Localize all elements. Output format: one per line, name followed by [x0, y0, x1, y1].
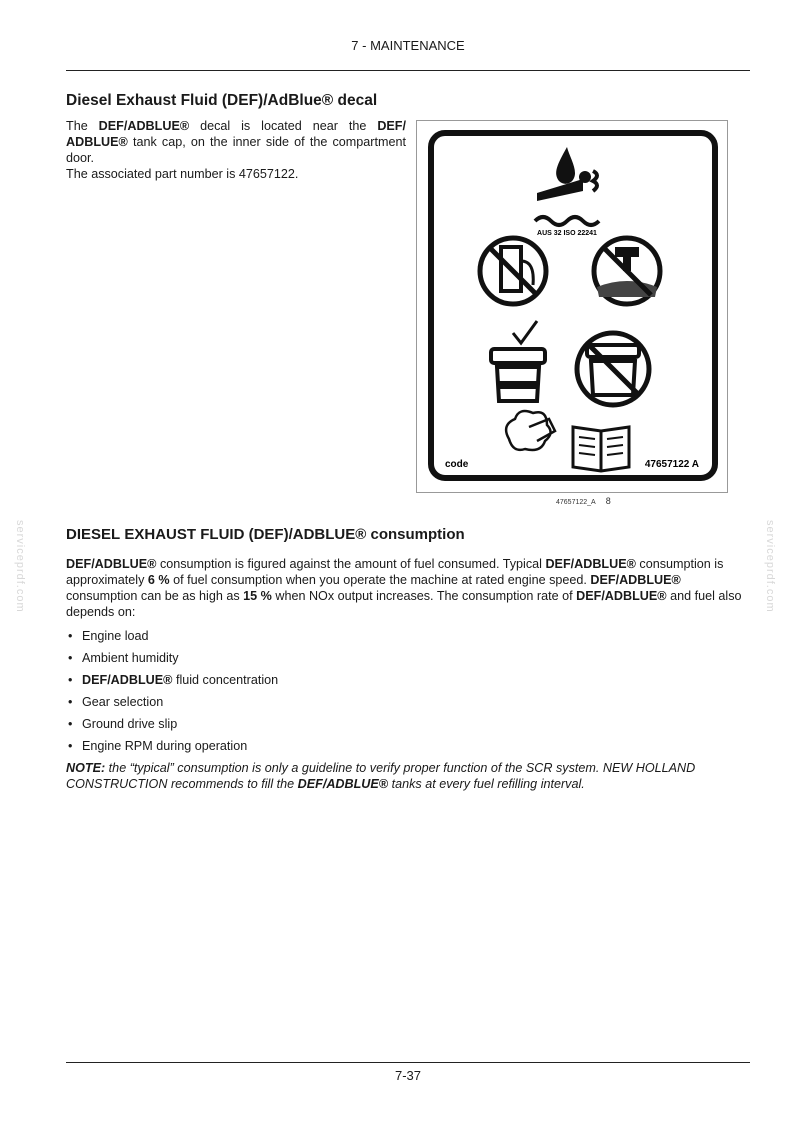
consumption-paragraph: DEF/ADBLUE® consumption is figured against the amount of fuel consumed. Typical DEF/ADBLUE® consumption is approximately 6 % of fuel consumption when you operate the machine at rated engine speed. DEF/ADBLUE® consumption can be as high as 15 % when NOx output increases. The consumption rate of DEF/ADBLUE® and fuel also depends on:: [66, 557, 742, 619]
consumption-factors-list: [66, 628, 752, 760]
no-water-tap-icon: [594, 238, 660, 304]
iso-standard-label: AUS 32 ISO 22241: [537, 230, 597, 237]
page-header-section: 7 - MAINTENANCE: [351, 38, 465, 53]
part-number-text: The associated part number is 47657122.: [66, 167, 299, 181]
decal-part-label: 47657122 A: [644, 459, 699, 470]
correct-cap-icon: [491, 349, 545, 401]
decal-code-label: code: [445, 459, 469, 470]
list-item: • Engine load: [68, 629, 149, 643]
decal-intro: [66, 118, 406, 182]
consumption-body: [66, 556, 752, 792]
list-item: • DEF/ADBLUE® fluid concentration: [68, 673, 279, 687]
decal-figure: [416, 120, 728, 493]
figure-caption: 47657122_A 8: [556, 496, 611, 506]
page-number: 7-37: [394, 1068, 422, 1083]
note-paragraph: NOTE: the “typical” consumption is only a guideline to verify proper function of the SCR system. NEW HOLLAND CONSTRUCTION recommends to fill the DEF/ADBLUE® tanks at every fuel refilling interval.: [66, 761, 696, 791]
decal-location-text: The DEF/ADBLUE® decal is located near the DEF/ ADBLUE® tank cap, on the inner side of the compartment door.: [66, 119, 406, 165]
footer-rule: [66, 1062, 750, 1063]
list-item: • Ambient humidity: [68, 651, 179, 665]
list-item: • Engine RPM during operation: [68, 739, 248, 753]
list-item: • Gear selection: [68, 695, 164, 709]
decal-section-title: Diesel Exhaust Fluid (DEF)/AdBlue® decal: [66, 92, 378, 109]
header-rule: [66, 70, 750, 71]
watermark-right: serviceprdf.com: [764, 520, 776, 613]
consumption-section-title: DIESEL EXHAUST FLUID (DEF)/ADBLUE® consumption: [66, 526, 465, 543]
watermark-left: serviceprdf.com: [14, 520, 26, 613]
list-item: • Ground drive slip: [68, 717, 178, 731]
decal-illustration: [417, 121, 727, 492]
